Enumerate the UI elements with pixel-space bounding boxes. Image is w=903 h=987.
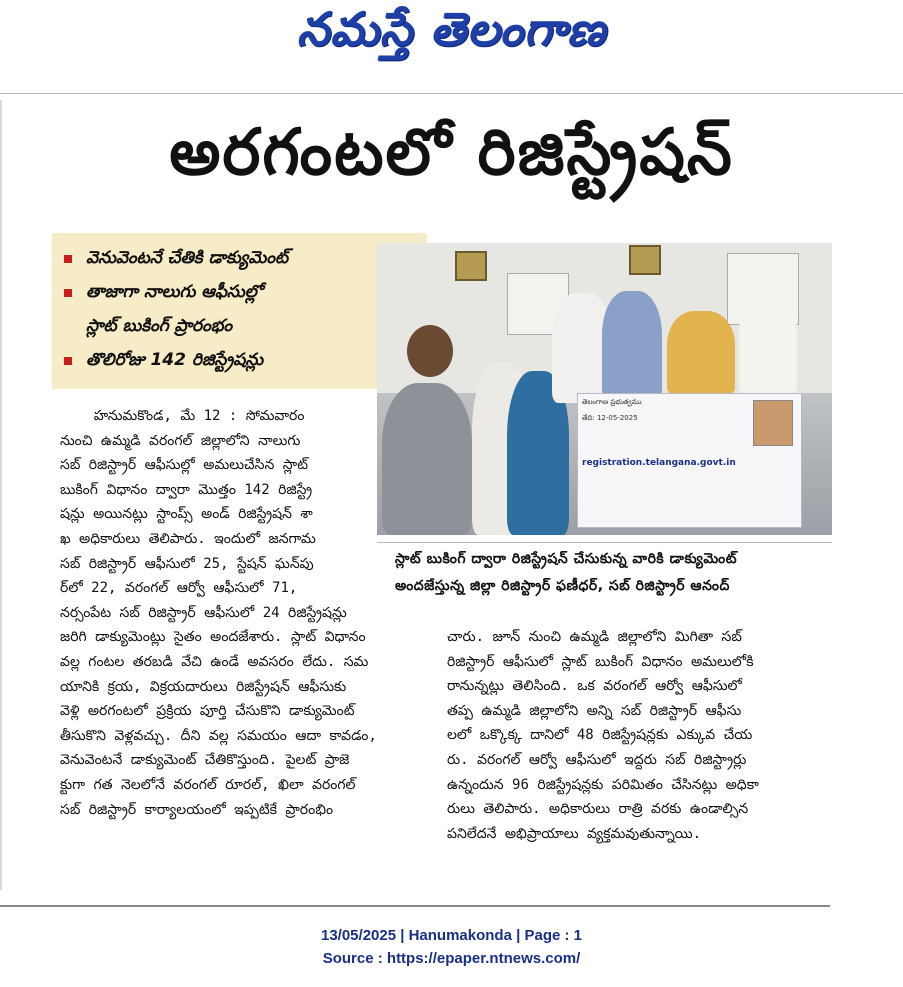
caption-line: స్లాట్ బుకింగ్ ద్వారా రిజిస్ట్రేషన్ చేసుకున్న వారికి డాక్యుమెంట్ [395,551,738,567]
photo-caption [395,546,835,600]
banner-date: తేది: 12-05-2025 [582,414,638,422]
photo-person [667,311,735,395]
highlight-text: స్లాట్ బుకింగ్ ప్రారంభం [86,316,233,336]
highlight-text: వెనువెంటనే చేతికి డాక్యుమెంట్ [86,248,289,268]
article-line: ర్‌లో 22, వరంగల్ ఆర్వో ఆఫీసులో 71, [60,580,298,597]
footer-edition-line: 13/05/2025 | Hanumakonda | Page : 1 [320,927,582,944]
highlight-item [52,241,427,275]
highlights-box [52,233,427,389]
article-line: హనుమకొండ, మే 12 : సోమవారం [60,408,305,424]
article-line: సబ్ రిజిస్ట్రార్ కార్యాలయంలో ఇప్పటికే ప్రారంభిం [60,801,334,818]
footer-source-link[interactable]: Source : https://epaper.ntnews.com/ [322,950,581,967]
bullet-icon [64,255,72,263]
article-line: నర్సంపేట సబ్ రిజిస్ట్రార్ ఆఫీసులో 24 రిజిస్ట్రేషన్లు [60,604,347,621]
bullet-icon [64,289,72,297]
article-line: చారు. జూన్ నుంచి ఉమ్మడి జిల్లాలోని మిగితా సబ్ [447,629,742,645]
highlight-item-continued [52,309,427,343]
photo-frame-icon [455,251,487,281]
photo-frame-icon [629,245,661,275]
article-line: తీసుకొని వెళ్లవచ్చు. దీని వల్ల సమయం ఆదా కావడం, [60,727,377,744]
caption-line: అందజేస్తున్న జిల్లా రిజిస్ట్రార్ ఫణీధర్, సబ్ రిజిస్ట్రార్ ఆనంద్ [395,578,730,594]
footer-divider [0,905,830,907]
article-line: తప్ప ఉమ్మడి జిల్లాలోని అన్ని సబ్ రిజిస్ట్రార్ ఆఫీసు [447,702,742,719]
article-line: వెనువెంటనే డాక్యుమెంట్ చేతికొస్తుంది. పైలట్ ప్రాజె [60,752,350,769]
masthead-logo: నమస్తే తెలంగాణ [296,2,607,56]
article-line: వెళ్లి అరగంటలో ప్రక్రియ పూర్తి చేసుకొని డాక్యుమెంట్ [60,703,355,720]
page-edge [0,100,2,890]
article-line: రులు తెలిపారు. అధికారులు రాత్రి వరకు ఉండాల్సిన [447,801,749,818]
article-line: సబ్ రిజిస్ట్రార్ ఆఫీసుల్లో అమలుచేసిన స్లాట్ [60,457,308,474]
article-line: జరిగి డాక్యుమెంట్లు సైతం అందజేశారు. స్లాట్ విధానం [60,629,366,646]
article-column-left [60,404,432,822]
banner-portrait [753,400,793,446]
bullet-icon [64,357,72,365]
photo-banner [577,393,802,528]
photo-person [602,291,662,401]
news-photo [377,243,832,535]
article-line: యానికి క్రయ, విక్రయదారులు రిజిస్ట్రేషన్ ఆఫీసుకు [60,678,347,695]
article-line: ఉన్నందున 96 రిజిస్ట్రేషన్లకు పరిమితం చేసినట్లు అధికా [447,776,759,793]
article-line: ఖ అధికారులు తెలిపారు. ఇందులో జనగామ [60,530,316,547]
caption-divider [377,542,832,543]
headline: అరగంటలో రిజిస్ట్రేషన్ [169,116,734,190]
article-line: రానున్నట్లు తెలిసింది. ఒక వరంగల్ ఆర్వో ఆఫీసులో [447,678,742,695]
article-column-right [447,625,832,846]
banner-title: తెలంగాణ ప్రభుత్వము [582,398,642,406]
highlight-item [52,275,427,309]
article-line: రిజిస్ట్రార్ ఆఫీసులో స్లాట్ బుకింగ్ విధానం అమలులోకి [447,653,754,670]
article-line: బుకింగ్ విధానం ద్వారా మొత్తం 142 రిజిస్ట్రే [60,481,313,498]
highlight-text: తొలిరోజు 142 రిజిస్ట్రేషన్లు [86,350,264,370]
banner-url: registration.telangana.govt.in [582,458,736,468]
photo-head [407,325,453,377]
article-line: వల్ల గంటల తరబడి వేచి ఉండే అవసరం లేదు. సమ [60,653,369,670]
article-line: రు. వరంగల్ ఆర్వో ఆఫీసులో ఇద్దరు సబ్ రిజిస్ట్రార్లు [447,751,747,768]
highlight-text: తాజాగా నాలుగు ఆఫీసుల్లో [86,282,263,302]
article-line: నుంచి ఉమ్మడి వరంగల్ జిల్లాలోని నాలుగు [60,432,301,449]
article-line: క్టుగా గత నెలలోనే వరంగల్ రూరల్, ఖిలా వరంగల్ [60,776,356,793]
article-line: షన్లు అయినట్లు స్టాంప్స్ అండ్ రిజిస్ట్రేషన్ శా [60,506,313,523]
article-line: సబ్ రిజిస్ట్రార్ ఆఫీసులో 25, స్టేషన్ ఘన్‌పు [60,555,314,572]
article-line: పనిలేదనే అభిప్రాయాలు వ్యక్తమవుతున్నాయి. [447,825,702,842]
highlight-item [52,343,427,377]
photo-person [739,291,797,397]
article-line: లలో ఒక్కొక్క దానిలో 48 రిజిస్ట్రేషన్లకు ఎక్కువ చేయ [447,727,753,744]
top-divider [0,93,903,94]
